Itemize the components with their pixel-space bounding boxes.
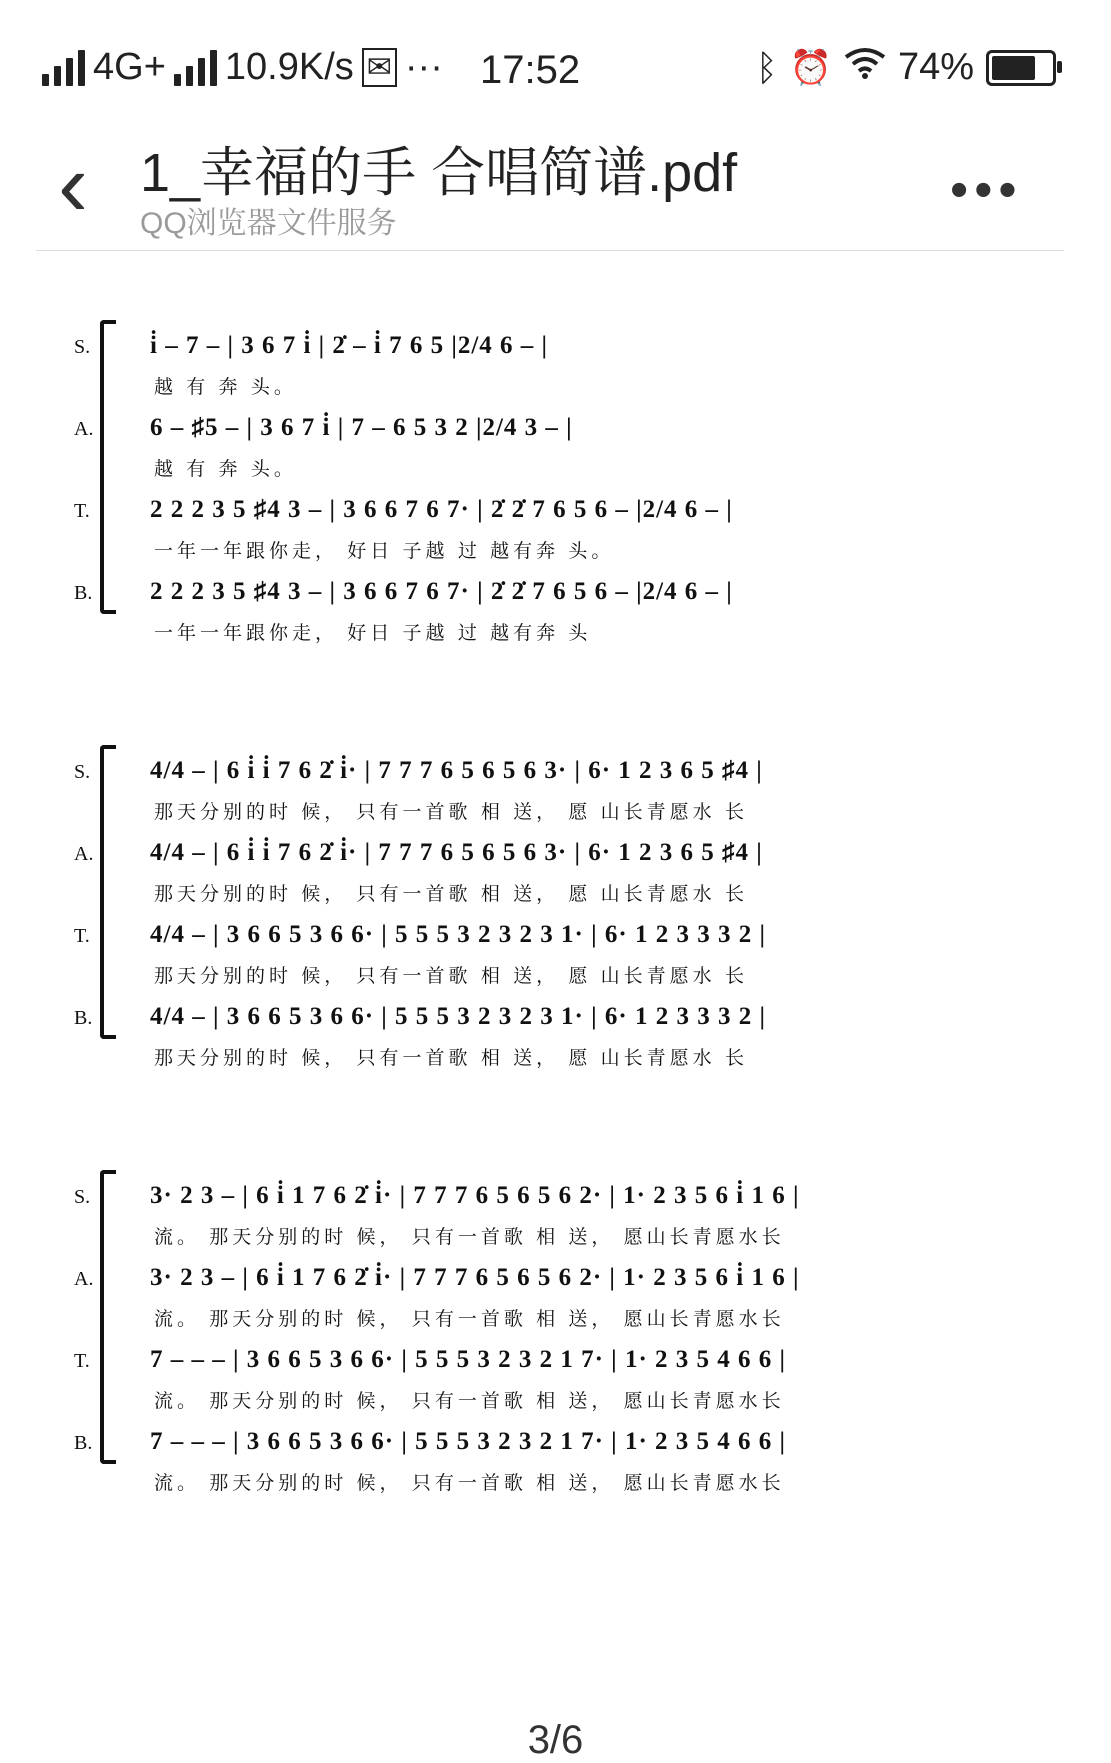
app-header bbox=[0, 120, 1111, 250]
voice-label: B. bbox=[74, 582, 93, 604]
notation-line: 7 – – – | 3 6 6 5 3 6 6· | 5 5 5 3 2 3 2 1 7· | 1· 2 3 5 4 6 6 | bbox=[150, 1428, 787, 1455]
notification-icon: ✉ bbox=[362, 48, 397, 87]
lyrics-line: 一年一年跟你走， 好日 子越 过 越有奔 头 bbox=[154, 623, 592, 644]
lyrics-line: 那天分别的时 候， 只有一首歌 相 送， 愿 山长青愿水 长 bbox=[154, 884, 748, 905]
signal-icon-2 bbox=[174, 50, 217, 86]
notation-line: 6 – ♯5 – | 3 6 7 i̇ | 7 – 6 5 3 2 |2/4 3 – | bbox=[150, 414, 573, 441]
notation-line: i̇ – 7 – | 3 6 7 i̇ | 2̇ – i̇ 7 6 5 |2/4 6 – | bbox=[150, 332, 549, 359]
battery-percent: 74% bbox=[897, 46, 974, 88]
notation-line: 4/4 – | 6 i̇ i̇ 7 6 2̇ i̇· | 7 7 7 6 5 6 5 6 3· | 6· 1 2 3 6 5 ♯4 | bbox=[150, 757, 763, 784]
voice-label: T. bbox=[74, 925, 90, 947]
lyrics-line: 那天分别的时 候， 只有一首歌 相 送， 愿 山长青愿水 长 bbox=[154, 802, 748, 823]
back-button[interactable]: ‹ bbox=[58, 135, 88, 235]
score-system bbox=[0, 320, 1111, 680]
voice-label: S. bbox=[74, 336, 91, 358]
battery-icon bbox=[986, 50, 1056, 86]
notation-line: 2 2 2 3 5 ♯4 3 – | 3 6 6 7 6 7· | 2̇ 2̇ 7 6 5 6 – |2/4 6 – | bbox=[150, 578, 733, 605]
notation-line: 4/4 – | 3 6 6 5 3 6 6· | 5 5 5 3 2 3 2 3 1· | 6· 1 2 3 3 3 2 | bbox=[150, 921, 766, 948]
lyrics-line: 流。 那天分别的时 候， 只有一首歌 相 送， 愿山长青愿水长 bbox=[154, 1391, 785, 1412]
system-bracket bbox=[100, 320, 116, 614]
notation-line: 4/4 – | 3 6 6 5 3 6 6· | 5 5 5 3 2 3 2 3 1· | 6· 1 2 3 3 3 2 | bbox=[150, 1003, 766, 1030]
voice-label: S. bbox=[74, 761, 91, 783]
score-system bbox=[0, 1170, 1111, 1530]
system-bracket bbox=[100, 1170, 116, 1464]
document-title: 1_幸福的手 合唱简谱.pdf bbox=[140, 143, 738, 203]
status-bar bbox=[0, 0, 1111, 140]
notation-line: 7 – – – | 3 6 6 5 3 6 6· | 5 5 5 3 2 3 2 1 7· | 1· 2 3 5 4 6 6 | bbox=[150, 1346, 787, 1373]
notation-line: 2 2 2 3 5 ♯4 3 – | 3 6 6 7 6 7· | 2̇ 2̇ 7 6 5 6 – |2/4 6 – | bbox=[150, 496, 733, 523]
notation-line: 3· 2 3 – | 6 i̇ 1 7 6 2̇ i̇· | 7 7 7 6 5 6 5 6 2· | 1· 2 3 5 6 i̇ 1 6 | bbox=[150, 1264, 800, 1291]
network-type: 4G+ bbox=[93, 46, 166, 88]
system-bracket bbox=[100, 745, 116, 1039]
document-subtitle: QQ浏览器文件服务 bbox=[140, 207, 397, 240]
score-system bbox=[0, 745, 1111, 1105]
more-notifications: ··· bbox=[404, 46, 443, 88]
lyrics-line: 一年一年跟你走， 好日 子越 过 越有奔 头。 bbox=[154, 541, 615, 562]
voice-label: A. bbox=[74, 843, 94, 865]
voice-label: A. bbox=[74, 1268, 94, 1290]
notation-line: 4/4 – | 6 i̇ i̇ 7 6 2̇ i̇· | 7 7 7 6 5 6 5 6 3· | 6· 1 2 3 6 5 ♯4 | bbox=[150, 839, 763, 866]
bluetooth-icon: ᛒ bbox=[755, 46, 778, 88]
alarm-icon: ⏰ bbox=[789, 48, 832, 87]
voice-label: A. bbox=[74, 418, 94, 440]
wifi-icon bbox=[844, 46, 886, 89]
lyrics-line: 那天分别的时 候， 只有一首歌 相 送， 愿 山长青愿水 长 bbox=[154, 1048, 748, 1069]
voice-label: T. bbox=[74, 1350, 90, 1372]
pdf-page[interactable] bbox=[0, 260, 1111, 1690]
signal-icon bbox=[42, 50, 85, 86]
notation-line: 3· 2 3 – | 6 i̇ 1 7 6 2̇ i̇· | 7 7 7 6 5 6 5 6 2· | 1· 2 3 5 6 i̇ 1 6 | bbox=[150, 1182, 800, 1209]
page-indicator: 3/6 bbox=[527, 1718, 584, 1762]
voice-label: T. bbox=[74, 500, 90, 522]
clock: 17:52 bbox=[480, 48, 581, 92]
lyrics-line: 越 有 奔 头。 bbox=[154, 377, 297, 398]
voice-label: B. bbox=[74, 1007, 93, 1029]
more-menu-button[interactable]: ••• bbox=[950, 161, 1023, 219]
lyrics-line: 流。 那天分别的时 候， 只有一首歌 相 送， 愿山长青愿水长 bbox=[154, 1309, 785, 1330]
battery-fill bbox=[992, 56, 1035, 80]
lyrics-line: 那天分别的时 候， 只有一首歌 相 送， 愿 山长青愿水 长 bbox=[154, 966, 748, 987]
lyrics-line: 越 有 奔 头。 bbox=[154, 459, 297, 480]
header-divider bbox=[36, 250, 1064, 251]
voice-label: S. bbox=[74, 1186, 91, 1208]
lyrics-line: 流。 那天分别的时 候， 只有一首歌 相 送， 愿山长青愿水长 bbox=[154, 1473, 785, 1494]
voice-label: B. bbox=[74, 1432, 93, 1454]
lyrics-line: 流。 那天分别的时 候， 只有一首歌 相 送， 愿山长青愿水长 bbox=[154, 1227, 785, 1248]
network-speed: 10.9K/s bbox=[224, 46, 354, 88]
status-right bbox=[756, 46, 1056, 89]
status-left bbox=[42, 46, 443, 89]
